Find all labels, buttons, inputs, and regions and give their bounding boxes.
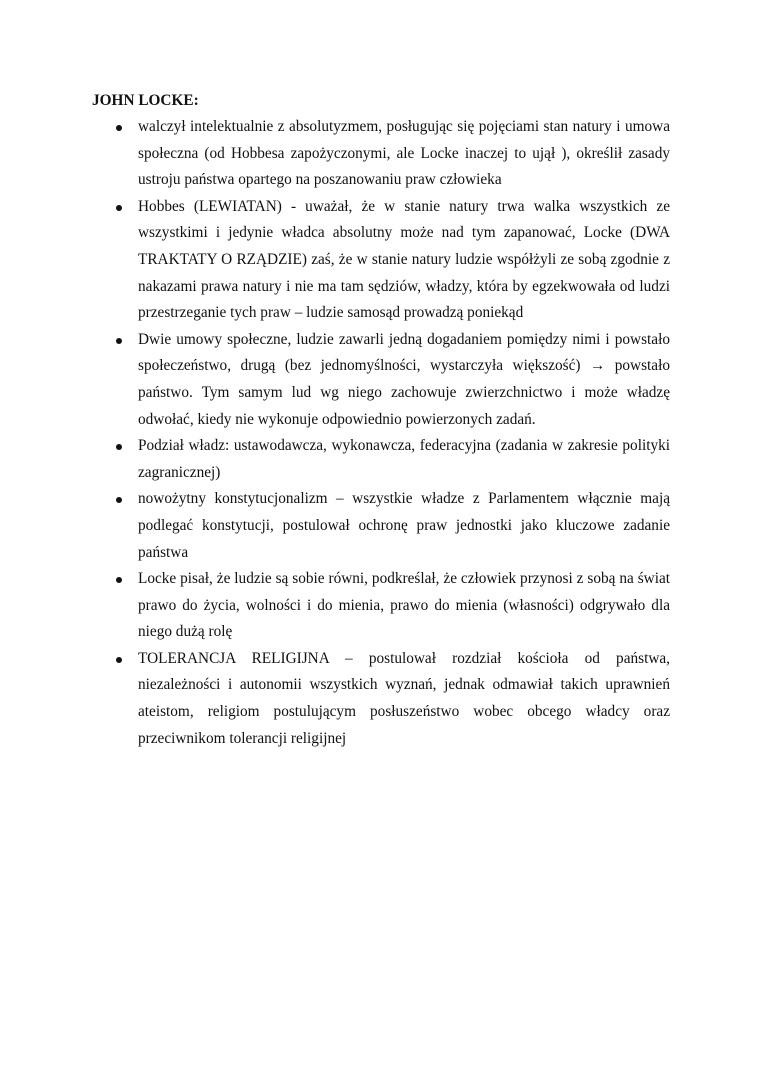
bullet-icon (116, 497, 122, 503)
list-item-text: Podział władz: ustawodawcza, wykonawcza, federacyjna (zadania w zakresie polityki zagranicznej) (138, 437, 670, 481)
bullet-icon (116, 577, 122, 583)
list-item-text: nowożytny konstytucjonalizm – wszystkie władze z Parlamentem włącznie mają podlegać konstytucji, postulował ochronę praw jednostki jako kluczowe zadanie państwa (138, 490, 670, 561)
list-item-text: Hobbes (LEWIATAN) - uważał, że w stanie natury trwa walka wszystkich ze wszystkimi i jedynie władca absolutny może nad tym zapanować, Locke (DWA TRAKTATY O RZĄDZIE) zaś, że w stanie natury ludzie współżyli ze sobą zgodnie z nakazami prawa natury i nie ma tam sędziów, władzy, która by egzekwowała od ludzi przestrzeganie tych praw – ludzie samosąd prowadzą poniekąd (138, 197, 670, 322)
list-item (92, 114, 670, 194)
list-item-text: TOLERANCJA RELIGIJNA – postulował rozdział kościoła od państwa, niezależności i autonomii wszystkich wyznań, jednak odmawiał takich uprawnień ateistom, religiom postulującym posłuszeństwo wobec obcego władcy oraz przeciwnikom tolerancji religijnej (138, 649, 670, 747)
list-item (92, 327, 670, 433)
bullet-icon (116, 338, 122, 344)
document-title: JOHN LOCKE: (92, 92, 199, 109)
list-item (92, 486, 670, 566)
bullet-icon (116, 657, 122, 663)
list-item (92, 433, 670, 486)
list-item (92, 566, 670, 646)
bullet-icon (116, 444, 122, 450)
list-item (92, 194, 670, 327)
list-item-text: Locke pisał, że ludzie są sobie równi, podkreślał, że człowiek przynosi z sobą na świat prawo do życia, wolności i do mienia, prawo do mienia (własności) odgrywało dla niego dużą rolę (138, 570, 670, 641)
list-item-text: walczył intelektualnie z absolutyzmem, posługując się pojęciami stan natury i umowa społeczna (od Hobbesa zapożyczonymi, ale Locke inaczej to ujął ), określił zasady ustroju państwa opartego na poszanowaniu praw człowieka (138, 118, 670, 189)
list-item (92, 646, 670, 752)
list-item-text: Dwie umowy społeczne, ludzie zawarli jedną dogadaniem pomiędzy nimi i powstało społeczeństwo, drugą (bez jednomyślności, wystarczyła większość) → powstało państwo. Tym samym lud wg niego zachowuje zwierzchnictwo i może władzę odwołać, kiedy nie wykonuje odpowiednio powierzonych zadań. (138, 330, 670, 428)
bullet-icon (116, 205, 122, 211)
document-body (92, 88, 670, 752)
bullet-list (92, 114, 670, 752)
bullet-icon (116, 125, 122, 131)
